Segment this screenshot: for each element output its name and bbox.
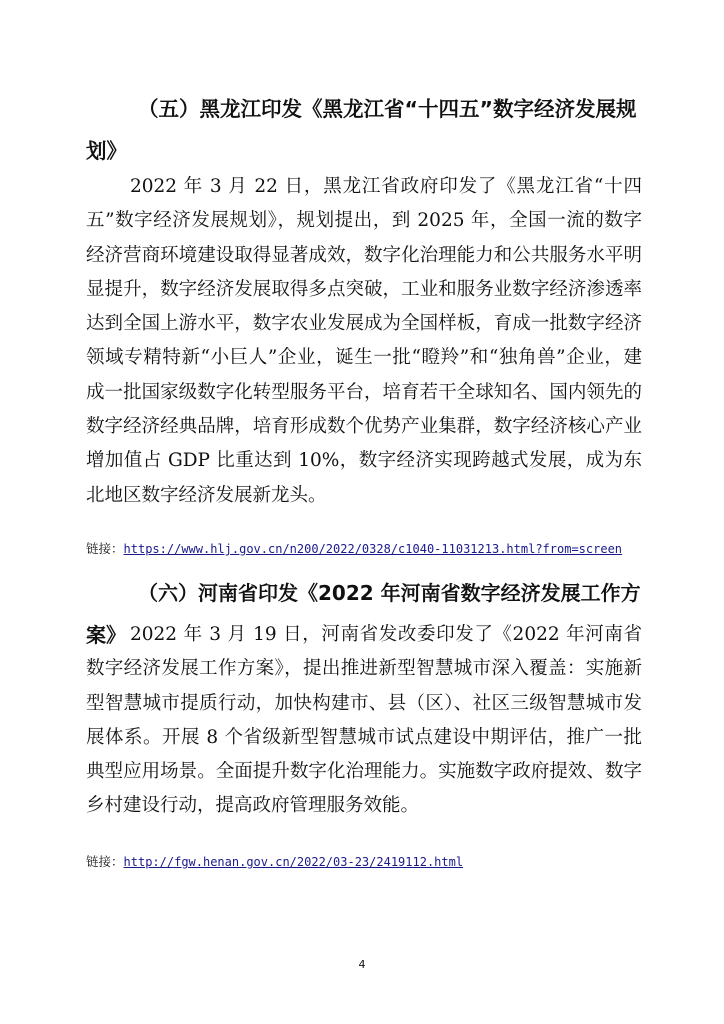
section-6-body: 2022 年 3 月 19 日，河南省发改委印发了《2022 年河南省数字经济发展工作方案》，提出推进新型智慧城市深入覆盖：实施新型智慧城市提质行动，加快构建市、县（区）、社区三级智慧城市发展体系。开展 8 个省级新型智慧城市试点建设中期评估，推广一批典型应用场景。全面提升数字化治理能力。实施数字政府提效、数字乡村建设行动，提高政府管理服务效能。 bbox=[86, 624, 642, 817]
section-6-link-line bbox=[86, 853, 463, 871]
section-6-heading: （六）河南省印发《2022 年河南省数字经济发展工作方案》 bbox=[86, 581, 641, 647]
section-5-heading: （五）黑龙江印发《黑龙江省“十四五”数字经济发展规划》 bbox=[86, 97, 637, 163]
section-6-link-label: 链接： bbox=[86, 854, 124, 869]
section-5-body: 2022 年 3 月 22 日，黑龙江省政府印发了《黑龙江省“十四五”数字经济发展规划》，规划提出，到 2025 年，全国一流的数字经济营商环境建设取得显著成效，数字化治理能力和公共服务水平明显提升，数字经济发展取得多点突破，工业和服务业数字经济渗透率达到全国上游水平，数字农业发展成为全国样板，育成一批数字经济领域专精特新“小巨人”企业，诞生一批“瞪羚”和“独角兽”企业，建成一批国家级数字化转型服务平台，培育若干全球知名、国内领先的数字经济经典品牌，培育形成数个优势产业集群，数字经济核心产业增加值占 GDP 比重达到 10%，数字经济实现跨越式发展，成为东北地区数字经济发展新龙头。 bbox=[86, 176, 642, 506]
section-6-link[interactable]: http://fgw.henan.gov.cn/2022/03-23/2419112.html bbox=[123, 855, 464, 869]
page-number: 4 bbox=[358, 958, 366, 971]
section-5-link-label: 链接： bbox=[86, 541, 124, 556]
section-5-link[interactable]: https://www.hlj.gov.cn/n200/2022/0328/c1040-11031213.html?from=screen bbox=[123, 542, 623, 556]
section-5-link-line bbox=[86, 540, 622, 558]
